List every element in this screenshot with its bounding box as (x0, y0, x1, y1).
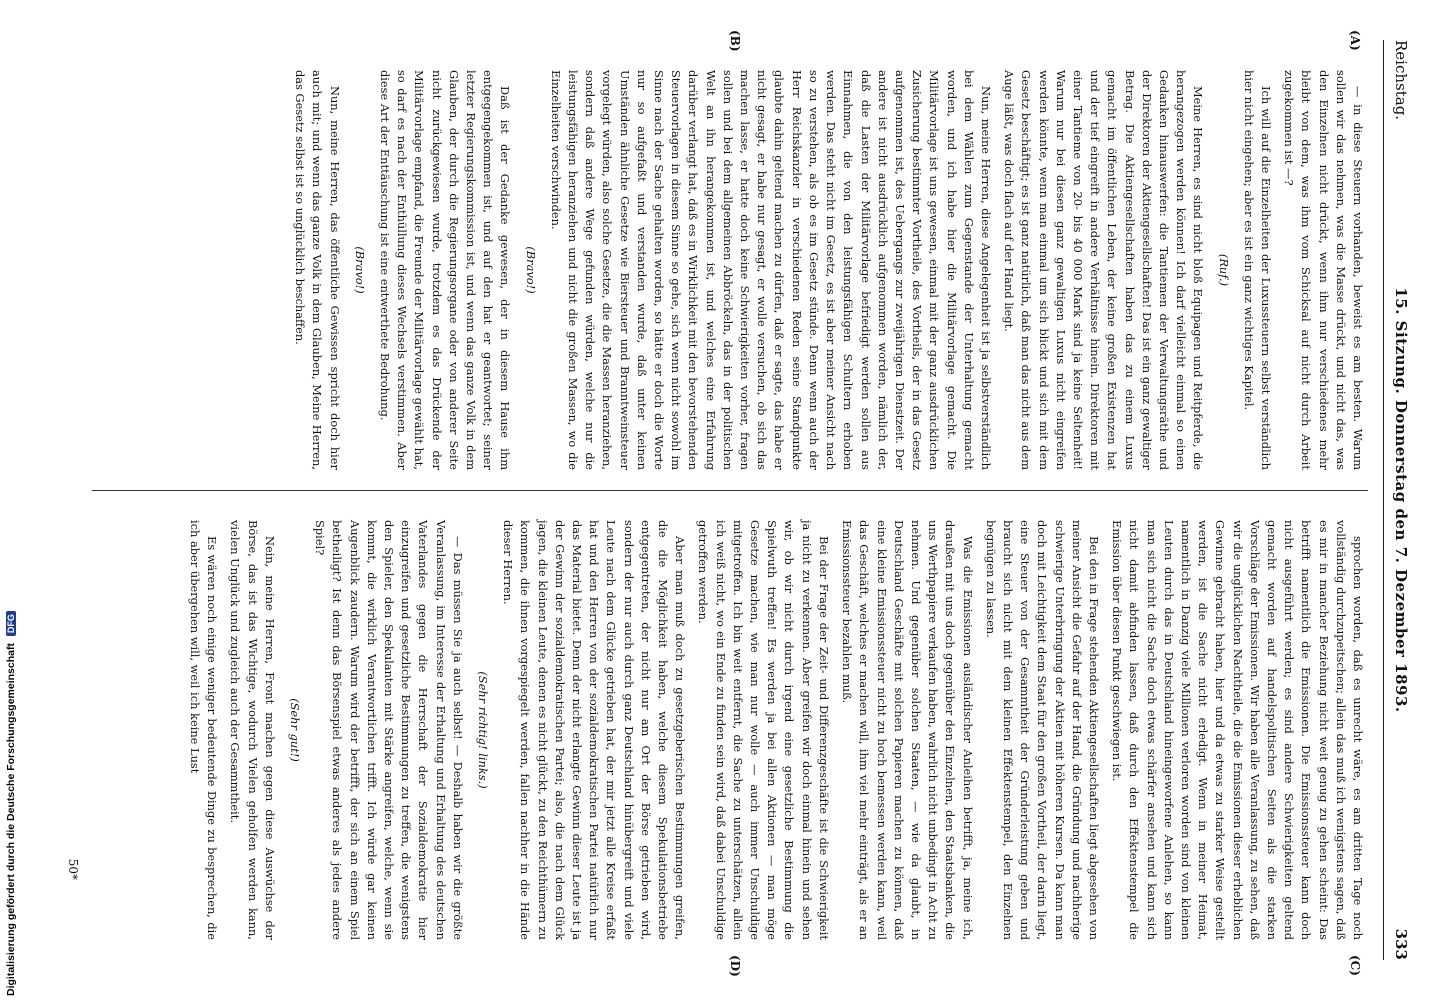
paragraph: Bei der Frage der Zeit- und Differenzgeschäfte ist die Schwierigkeit ja nicht zu verkennen. Aber greifen wir doch einmal hinein und sehen wir, ob wir nicht durch irgend eine gesetzliche Bestimmung die Spielwuth treffen! Es werden ja bei allen Aktionen — man möge Gesetze machen, wie man nur wolle — auch immer Unschuldige mitgetroffen. Ich bin weit entfernt, die Sache zu unterschätzen, allein ich weiß nicht, wo ein Ende zu finden sein wird, daß dabei Unschuldige getroffen werden. (696, 520, 831, 940)
header-page-number: 333 (1392, 928, 1410, 960)
paragraph: Nun, meine Herren, das öffentliche Gewissen spricht doch hier auch mit; und wenn das ganze Volk in dem Glauben, Meine Herren, das Gesetz selbst ist so unglücklich beschaffen. (293, 70, 342, 470)
left-column (102, 70, 1366, 470)
paragraph: Aber man muß doch zu gesetzgeberischen Bestimmungen greifen, die die Möglichkeit haben, welche diesem Spekulationsbetriebe entgegentreten, der nicht nur am Ort der Börse getrieben wird, sondern der nur auch durch ganz Deutschland hinübergreift und viele Leute nach dem Glücke getrieben hat, der mir jetzt alle Kreise erfaßt hat und den Herren von der sozialdemokratischen Partei natürlich nur das Material bietet. Denn der nicht erlangte Gewinn dieser Leute ist ja der Gewinn der sozialdemokratischen Partei; also, die nach dem Glück jagen, die kleinen Leute, denen es nicht glückt, zu den Reichthümern zu kommen, die ihnen vorgespiegelt werden, fallen nachher in die Hände dieser Herren. (501, 520, 688, 940)
stage-direction: (Bravo!) (523, 246, 538, 294)
paragraph: Nun, meine Herren, diese Angelegenheit ist ja selbstverständlich bei dem Wählen zum Gegenstande der Unterhaltung gemacht worden, und ich habe hier die Militärvorlage gemacht. Die Militärvorlage ist uns gewesen, einmal mit der ganz ausdrücklichen Zusicherung bestimmter Vortheile, des Vortheils, der in das Gesetz aufgenommen ist, des Uebergangs zur zweijährigen Dienstzeit. Der andere ist nicht ausdrücklich aufgenommen worden, nämlich der, daß die Lasten der Militärvorlage befriedigt werden sollen aus Einnahmen, die von den leistungsfähigen Schultern erhoben werden. Das steht nicht im Gesetz, es ist aber meiner Ansicht nach so zu verstehen, als ob es im Gesetz stünde. Denn wenn auch der Herr Reichskanzler in verschiedenen Reden seine Standpunkte glaubte dahin geltend machen zu dürfen, daß er sagte, das habe er nicht gesagt, er habe nur gesagt, er wolle versuchen, ob sich das machen lasse, er hatte doch keine Schwierigkeiten vorher, fragen sollen und bei dem allgemeinen Abbröckeln, das in der politischen Welt an ihn herangekommen ist, und welches eine Erfahrung darüber verlangt hat, daß es in Wirklichkeit mit den bevorstehenden Steuervorlagen in diesem Sinne so gehe, sich wenn nicht sowohl im Sinne nach der Sache gehalten worden, so hätte er doch die Worte nur so aufgefaßt und verstanden wurde, daß unter keinen Umständen ähnliche Gesetze wie Biersteuer und Branntweinsteuer vorgelegt würden, also solche Gesetze, die die Massen heranziehen, sondern daß andere Wege gefunden würden, welche nur die leistungsfähigen heranziehen und nicht die großen Massen, wo die Einzelheiten verschwinden. (548, 70, 993, 470)
stage-direction: (Ruf.) (1216, 253, 1231, 287)
column-divider (92, 490, 1368, 491)
paragraph: — Das müssen Sie ja auch selbst! — Deshalb haben wir die größte Veranlassung, im Interesse der Erhaltung und Erhaltung des deutschen Vaterlandes gegen die Herrschaft der Sozialdemokratie hier einzugreifen und gesetzliche Bestimmungen zu treffen, die wenigstens den Spieler, den Spekulanten mit Stärke angreifen, welche, wenn sie kommt, die wirklich Verantwortlichen trifft. Ich würde gar keinen Augenblick zaudern. Warum wird der betrifft, der sich an einem Spiel betheiligt? Ist denn das Börsenspiel etwas anderes als jedes andere Spiel? (313, 520, 465, 940)
stage-direction: (Sehr richtig! links.) (476, 671, 491, 789)
paragraph: Daß ist der Gedanke gewesen, der in diesem Hause ihm entgegengekommen ist, und auf den hat er geantwortet; seiner letzter Regierungskommission ist, und wenn das ganze Volk in dem Glauben, der durch die Regierungsorgane oder von anderer Seite nicht zurückgewiesen wurde, trotzdem es das Drückende der Militärvorlage empfand, die Freunde der Militärvorlage gewählt hat, so darf es nach der Enthüllung dieses Wechsels verstimmen. Aber diese Art der Enttäuschung ist eine entwerthete Bedrohung. (378, 70, 513, 470)
margin-mark-a: (A) (1348, 30, 1362, 51)
paragraph: Nein, meine Herren, Front machen gegen diese Auswüchse der Börse, das ist das Wichtige, wodurch Vielen geholfen werden kann, vielen Unglück und zugleich auch der Gesammtheit. (228, 520, 277, 940)
paragraph: sprochen worden, daß es unrecht wäre, es am dritten Tage noch vollständig durchzupeitschen; allein das muß ich wenigstens sagen, daß es mir in mancher Beziehung nicht weit genug zu gehen scheint: Das betrifft namentlich die Emissionen. Die Emissionssteuer kann doch nicht ausgeführt werden; es sind andere Schwierigkeiten geltend gemacht worden auf handelspolitischen Seiten als die starken Vorschläge der Emissionen. Wir haben alle Veranlassung, zu sehen, daß wir die unglücklichen Nachtheile, die die Emissionen dieser erheblichen Gewinne gebracht haben, hier und da etwas zu starker Weise gestellt werden, ist die Sache nicht erledigt. Wenn in meiner Heimat, namentlich in Danzig viele Millionen verloren worden sind von kleinen Leuten durch das in Deutschland hineingeworfene Anlehen, so kann man sich nicht die Sache doch etwas schärfer ansehen und kann sich nicht damit abfinden lassen, daß durch den Effektenstempel die Emission über diesen Punkt geschwiegen ist. (1110, 520, 1365, 940)
credit-text: Digitalisierung gefördert durch die Deutsche Forschungsgemeinschaft (5, 643, 17, 996)
right-column (102, 520, 1366, 940)
paragraph: Es wären noch einige weniger bedeutende Dinge zu besprechen, die ich aber übergehen will, weil ich keine Lust (188, 520, 220, 940)
margin-mark-b: (B) (728, 30, 742, 52)
paragraph: — in diese Steuern vorhanden, beweist es am besten. Warum sollen wir das nehmen, was die Masse drückt, und nicht das, was den Einzelnen nicht drückt, wenn ihm nur verschiedenes mehr bleibt von dem, was ihm vom Schicksal auf nicht durch Arbeit zugekommen ist —? (1282, 70, 1365, 470)
stage-direction: (Sehr gut!) (288, 698, 303, 762)
dfg-logo: DFG (6, 611, 16, 636)
paragraph: Ich will auf die Einzelheiten der Luxussteuern selbst verständlich hier nicht eingehen; aber es ist ein ganz wichtiges Kapitel. (1241, 70, 1273, 470)
page-header (1383, 40, 1414, 960)
stage-direction: (Bravo!) (352, 246, 367, 294)
header-left: Reichstag. (1392, 40, 1410, 121)
margin-mark-c: (C) (1348, 955, 1362, 976)
page-signature: 50* (66, 858, 80, 880)
header-title: 15. Sitzung. Donnerstag den 7. Dezember 1893. (1392, 287, 1410, 713)
scanned-page (32, 0, 1432, 1000)
paragraph: Meine Herren, es sind nicht bloß Equipagen und Reitpferde, die herangezogen werden können! Ich darf vielleicht einmal so einen Gedanken hinauswerfen: die Tantiemen der Verwaltungsräthe und der Direktoren der Aktiengesellschaften! Das ist ein ganz gewaltiger Betrag. Die Aktiengesellschaften haben das zu einem Luxus gemacht im öffentlichen Leben, der keine großen Existenzen hat und der tief eingreift in andere Verhältnisse hinein. Direktoren mit einer Tantieme von 20- bis 40 000 Mark sind ja keine Seltenheit! Warum nur bei diesen ganz gewaltigen Luxus nicht eingreifen werden könnte, wenn man einmal um sich blickt und sich mit dem Gesetz beschäftigt; es ist ganz natürlich, daß man das nicht aus dem Auge läßt, was doch flach auf der Hand liegt. (1002, 70, 1206, 470)
paragraph: Bei den in Frage stehenden Aktiengesellschaften liegt abgesehen von meiner Ansicht die Gefahr auf der Hand, die Gründung und nachherige schwierige Unterbringung der Aktien mit höheren Kursen. Da kann man doch mit Leichtigkeit dem Staat für den großen Vortheil, der darin liegt, eine Steuer von der Gesammtheit der Gründerleistung geben und braucht sich nicht mit dem kleinen Effektenstempel, den Einzelnen begnügen zu lassen. (983, 520, 1101, 940)
paragraph: Was die Emissionen ausländischer Anleihen betrifft, ja, meine ich, draußen mit uns doch gegenüber den Einzelnen, den Staatsbanken, die uns Werthpapiere verkaufen haben, wahrlich nicht unbedingt in Acht zu nehmen. Und gegenüber solchen Staaten, — wie da glaubt, in Deutschland Geschäfte mit solchen Papieren machen zu können, daß eine kleine Emissionssteuer nicht zu hoch bemessen werden kann, weil das Geschäft, welches er machen will, ihm viel mehr einträgt, als er an Emissionssteuer bezahlen muß. (840, 520, 975, 940)
margin-mark-d: (D) (728, 955, 742, 977)
credit-strip (0, 0, 22, 1000)
